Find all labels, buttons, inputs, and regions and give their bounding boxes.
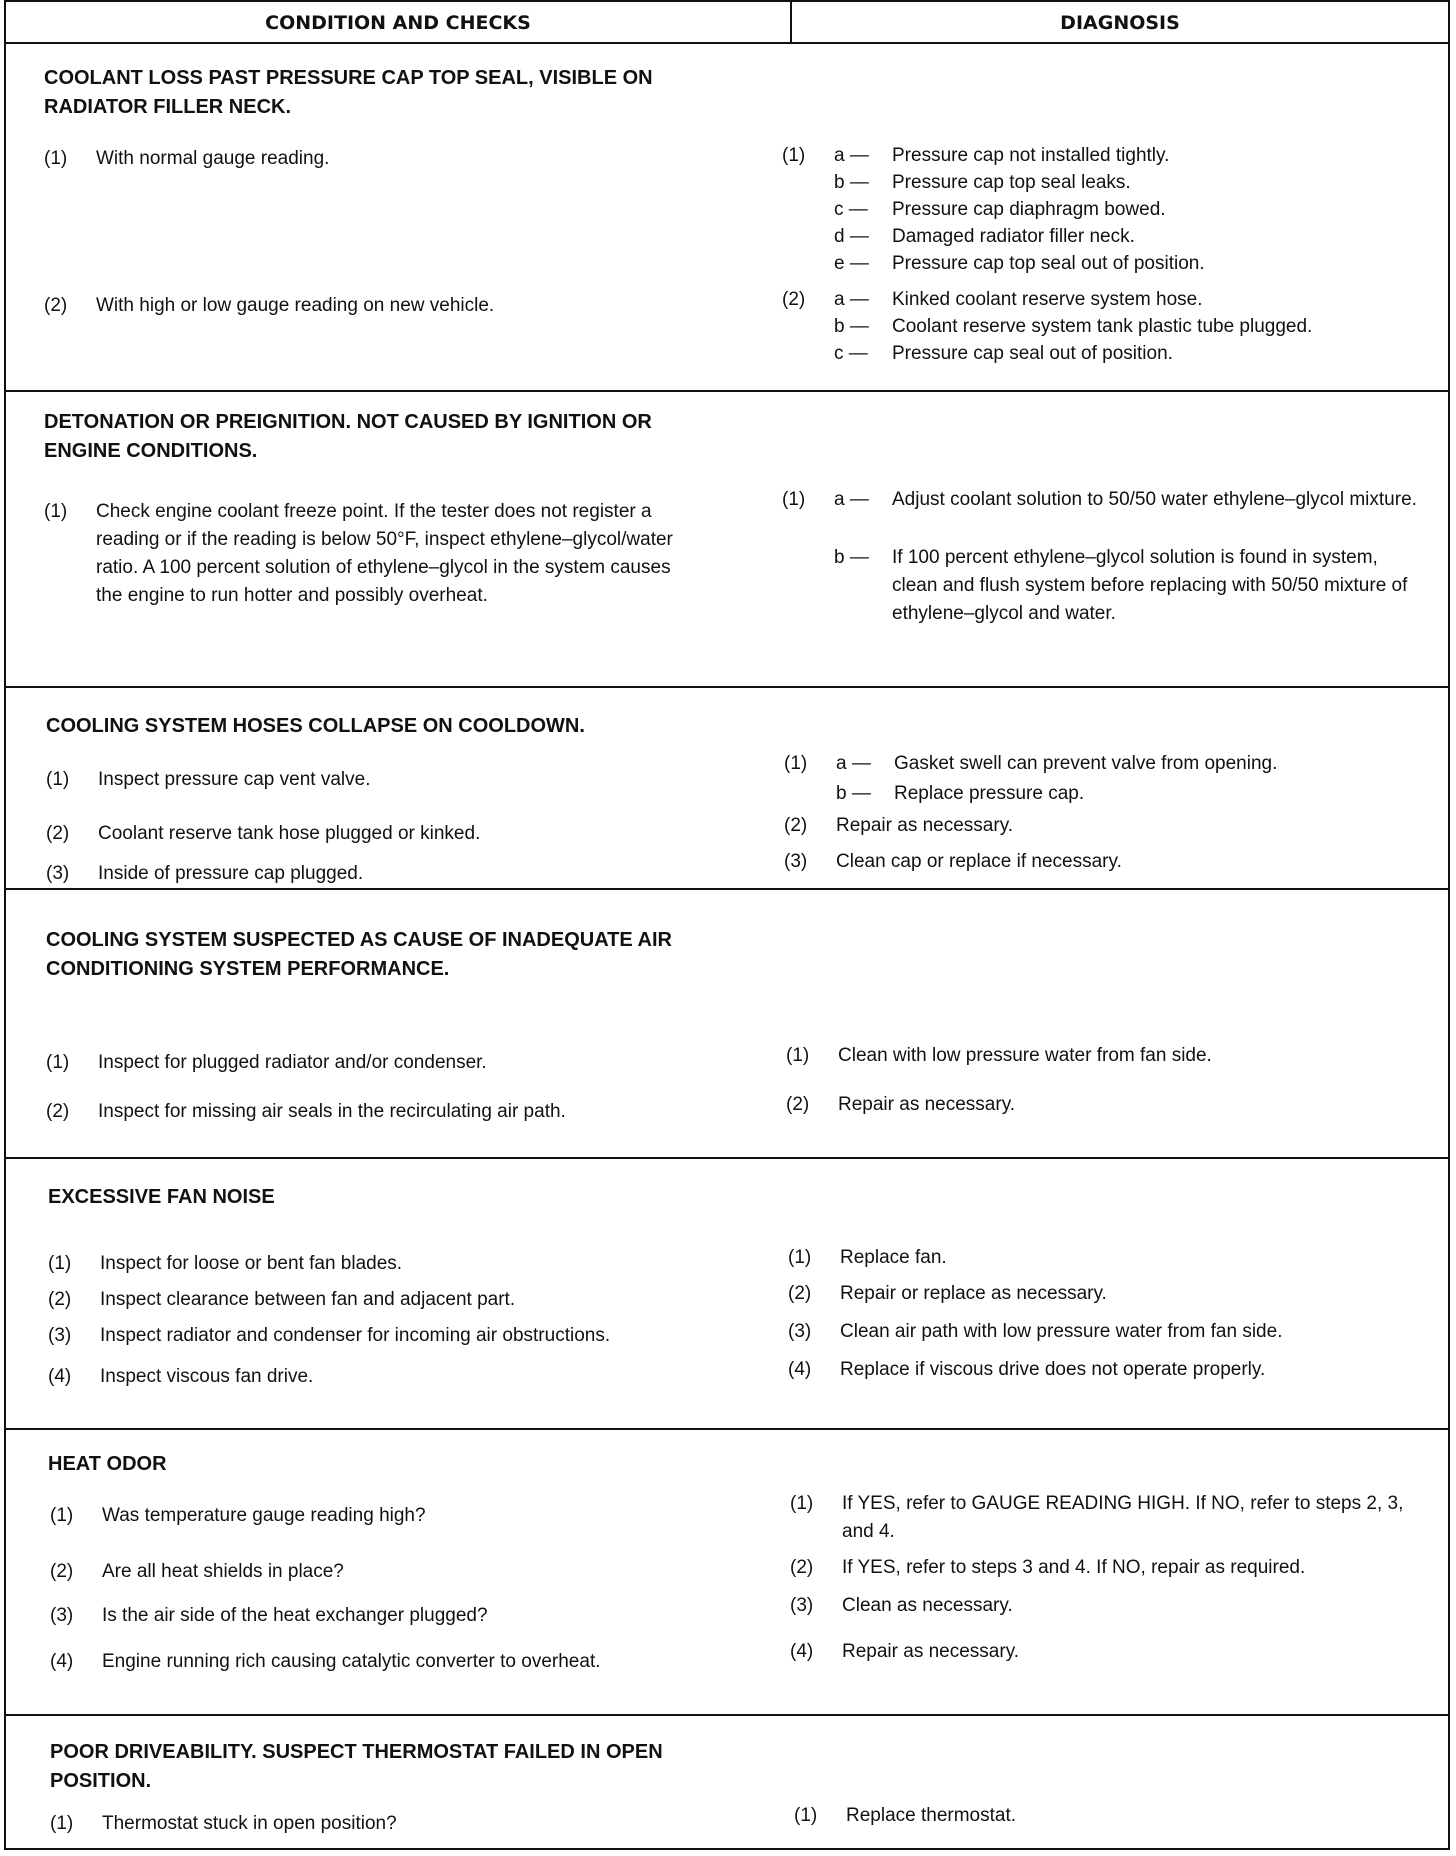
diagnosis-text: If YES, refer to GAUGE READING HIGH. If NO, refer to steps 2, 3, and 4. (842, 1493, 1404, 1542)
check-text: Are all heat shields in place? (102, 1561, 344, 1582)
diagnosis-number: (2) (782, 289, 806, 310)
diagnosis-text: Gasket swell can prevent valve from opening. (894, 753, 1278, 774)
diagnosis-row (788, 1280, 1428, 1308)
check-number: (2) (50, 1561, 74, 1582)
diagnosis-number (782, 250, 834, 278)
diagnosis-text: Pressure cap top seal leaks. (892, 172, 1131, 193)
diagnosis-row (784, 780, 1424, 808)
check-text: Inspect radiator and condenser for incoming air obstructions. (100, 1325, 611, 1346)
check-text: Is the air side of the heat exchanger plugged? (102, 1605, 488, 1626)
diagnosis-text: Replace fan. (840, 1247, 947, 1268)
check-text: Inspect pressure cap vent valve. (98, 769, 371, 790)
check-row (48, 1286, 748, 1314)
check-number: (1) (44, 501, 68, 522)
diagnosis-number (782, 340, 834, 368)
diagnosis-row (788, 1318, 1428, 1346)
check-number: (1) (44, 148, 68, 169)
diagnosis-text: Repair as necessary. (836, 815, 1014, 836)
diagnosis-letter: e — (834, 253, 869, 274)
diagnosis-row (788, 1356, 1428, 1384)
section-title-poor-driveability: POOR DRIVEABILITY. SUSPECT THERMOSTAT FAILED IN OPEN POSITION. (50, 1741, 663, 1792)
check-number: (3) (46, 863, 70, 884)
check-text: Inspect clearance between fan and adjacent part. (100, 1289, 516, 1310)
diagnosis-letter: a — (834, 289, 869, 310)
diagnosis-text: Repair as necessary. (838, 1094, 1016, 1115)
check-number: (2) (46, 1101, 70, 1122)
check-number: (3) (48, 1325, 72, 1346)
diagnosis-number: (3) (784, 851, 808, 872)
check-number: (2) (44, 295, 68, 316)
diagnosis-text: Replace pressure cap. (894, 783, 1085, 804)
diagnosis-number: (3) (788, 1321, 812, 1342)
diagnosis-text: If YES, refer to steps 3 and 4. If NO, repair as required. (842, 1557, 1306, 1578)
diagnosis-row (782, 142, 1422, 170)
diagnosis-letter: a — (834, 489, 869, 510)
check-number: (1) (50, 1813, 74, 1834)
check-text: With normal gauge reading. (96, 148, 330, 169)
diagnosis-text: Repair as necessary. (842, 1641, 1020, 1662)
section-title-air-conditioning: COOLING SYSTEM SUSPECTED AS CAUSE OF INADEQUATE AIR CONDITIONING SYSTEM PERFORMANCE. (46, 929, 672, 980)
diagnosis-number: (1) (782, 489, 806, 510)
diagnosis-number: (1) (788, 1247, 812, 1268)
diagnosis-row (790, 1554, 1430, 1582)
diagnosis-number (784, 780, 836, 808)
check-number: (4) (48, 1366, 72, 1387)
diagnosis-row (782, 313, 1422, 341)
check-row (50, 1810, 750, 1838)
diagnosis-text: Pressure cap seal out of position. (892, 343, 1173, 364)
check-row (50, 1648, 750, 1676)
check-row (44, 145, 744, 173)
check-number: (1) (50, 1505, 74, 1526)
diagnosis-number: (1) (786, 1045, 810, 1066)
diagnosis-letter: b — (834, 316, 869, 337)
diagnosis-text: Pressure cap diaphragm bowed. (892, 199, 1166, 220)
diagnosis-row (786, 1042, 1426, 1070)
check-row (46, 820, 746, 848)
diagnosis-number: (2) (784, 815, 808, 836)
check-text: Inspect viscous fan drive. (100, 1366, 314, 1387)
section-title-heat-odor: HEAT ODOR (48, 1453, 167, 1475)
diagnosis-text: Clean air path with low pressure water from fan side. (840, 1321, 1283, 1342)
diagnosis-letter: a — (834, 145, 869, 166)
diagnosis-text: Adjust coolant solution to 50/50 water ethylene–glycol mixture. (892, 489, 1417, 510)
diagnosis-row (790, 1638, 1430, 1666)
check-number: (2) (48, 1289, 72, 1310)
diagnosis-letter: b — (834, 172, 869, 193)
check-text: Inspect for missing air seals in the recirculating air path. (98, 1101, 566, 1122)
check-row (48, 1250, 748, 1278)
diagnosis-row (790, 1592, 1430, 1620)
check-text: With high or low gauge reading on new vehicle. (96, 295, 495, 316)
diagnosis-number (782, 223, 834, 251)
diagnosis-letter: c — (834, 199, 868, 220)
diagnosis-text: Repair or replace as necessary. (840, 1283, 1107, 1304)
check-row (50, 1502, 750, 1530)
diagnosis-letter: a — (836, 753, 871, 774)
diagnosis-letter: c — (834, 343, 868, 364)
diagnosis-number: (1) (782, 145, 806, 166)
diagnosis-row (782, 169, 1422, 197)
diagnosis-row (782, 223, 1422, 251)
diagnosis-letter: d — (834, 226, 869, 247)
check-text: Was temperature gauge reading high? (102, 1505, 426, 1526)
diagnosis-text: Clean with low pressure water from fan side. (838, 1045, 1212, 1066)
check-number: (2) (46, 823, 70, 844)
diagnosis-row (782, 544, 1422, 628)
diagnosis-text: Replace if viscous drive does not operate properly. (840, 1359, 1266, 1380)
check-number: (4) (50, 1651, 74, 1672)
diagnosis-number: (2) (790, 1557, 814, 1578)
check-row (46, 1098, 746, 1126)
diagnosis-number: (4) (790, 1641, 814, 1662)
diagnosis-row (784, 812, 1424, 840)
section-title-fan-noise: EXCESSIVE FAN NOISE (48, 1186, 275, 1208)
diagnosis-text: Replace thermostat. (846, 1805, 1017, 1826)
diagnosis-number (782, 196, 834, 224)
diagnosis-text: Pressure cap top seal out of position. (892, 253, 1205, 274)
check-text: Engine running rich causing catalytic converter to overheat. (102, 1651, 601, 1672)
check-row (46, 860, 746, 888)
check-text: Coolant reserve tank hose plugged or kinked. (98, 823, 481, 844)
check-number: (1) (46, 769, 70, 790)
diagnosis-row (782, 196, 1422, 224)
section-divider (6, 1714, 1448, 1716)
check-number: (1) (48, 1253, 72, 1274)
section-divider (6, 686, 1448, 688)
check-row (48, 1322, 748, 1350)
check-row (44, 292, 744, 320)
diagnosis-number: (2) (788, 1283, 812, 1304)
diagnosis-number: (1) (790, 1493, 814, 1514)
check-row (50, 1558, 750, 1586)
diagnosis-row (782, 250, 1422, 278)
diagnosis-row (782, 340, 1422, 368)
check-row (46, 1049, 746, 1077)
section-title-detonation: DETONATION OR PREIGNITION. NOT CAUSED BY IGNITION OR ENGINE CONDITIONS. (44, 411, 652, 462)
check-text: Inside of pressure cap plugged. (98, 863, 364, 884)
diagnosis-text: Damaged radiator filler neck. (892, 226, 1135, 247)
check-row (50, 1602, 750, 1630)
section-title-coolant-loss: COOLANT LOSS PAST PRESSURE CAP TOP SEAL, VISIBLE ON RADIATOR FILLER NECK. (44, 67, 653, 118)
diagnosis-number: (4) (788, 1359, 812, 1380)
diagnosis-letter: b — (836, 783, 871, 804)
diagnosis-number: (3) (790, 1595, 814, 1616)
check-text: Thermostat stuck in open position? (102, 1813, 397, 1834)
diagnosis-row (790, 1490, 1430, 1546)
check-text: Inspect for plugged radiator and/or condenser. (98, 1052, 487, 1073)
diagnosis-text: If 100 percent ethylene–glycol solution is found in system, clean and flush system before replacing with 50/50 mixture of ethylene–glycol and water. (892, 547, 1408, 624)
diagnosis-letter: b — (834, 547, 869, 568)
diagnosis-text: Clean cap or replace if necessary. (836, 851, 1122, 872)
check-text: Inspect for loose or bent fan blades. (100, 1253, 403, 1274)
diagnosis-row (784, 848, 1424, 876)
diagnosis-number (782, 169, 834, 197)
diagnosis-number: (2) (786, 1094, 810, 1115)
diagnosis-number (782, 313, 834, 341)
check-row (44, 498, 684, 610)
diagnosis-text: Kinked coolant reserve system hose. (892, 289, 1203, 310)
check-row (48, 1363, 748, 1391)
check-row (46, 766, 746, 794)
section-divider (6, 1428, 1448, 1430)
diagnosis-text: Coolant reserve system tank plastic tube plugged. (892, 316, 1313, 337)
diagnosis-row (794, 1802, 1434, 1830)
diagnosis-number: (1) (784, 753, 808, 774)
check-number: (3) (50, 1605, 74, 1626)
diagnosis-row (786, 1091, 1426, 1119)
diagnosis-table (4, 0, 1450, 1850)
diagnosis-text: Pressure cap not installed tightly. (892, 145, 1170, 166)
column-header-diagnosis: DIAGNOSIS (792, 2, 1448, 44)
diagnosis-row (782, 286, 1422, 314)
diagnosis-row (784, 750, 1424, 778)
diagnosis-row (788, 1244, 1428, 1272)
section-divider (6, 390, 1448, 392)
diagnosis-number: (1) (794, 1805, 818, 1826)
section-divider (6, 888, 1448, 890)
diagnosis-text: Clean as necessary. (842, 1595, 1013, 1616)
check-number: (1) (46, 1052, 70, 1073)
section-title-hoses-collapse: COOLING SYSTEM HOSES COLLAPSE ON COOLDOWN. (46, 715, 585, 737)
diagnosis-row (782, 486, 1422, 514)
check-text: Check engine coolant freeze point. If the tester does not register a reading or if the reading is below 50°F, inspect ethylene–glycol/water ratio. A 100 percent solution of ethylene–glycol in the system causes the engine to run hotter and possibly overheat. (96, 501, 673, 606)
section-divider (6, 1157, 1448, 1159)
column-header-condition: CONDITION AND CHECKS (6, 2, 792, 44)
diagnosis-number (782, 544, 834, 628)
